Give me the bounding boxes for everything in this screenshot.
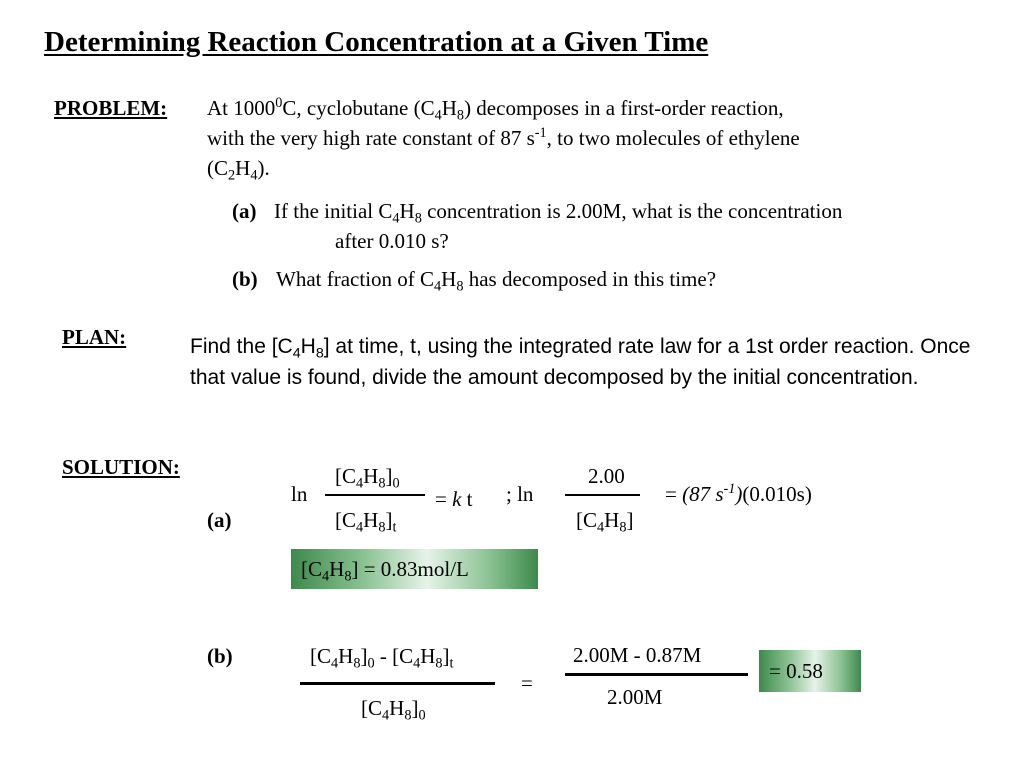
fraction1-bar [325, 494, 425, 496]
result-b-box [759, 650, 861, 692]
problem-intro-line1: At 1000$^0$C, cyclobutane $(C_4H_8)$ decomposes in a first-order reaction, [207, 95, 784, 124]
problem-intro-line2: with the very high rate constant of 87 $s^{-1}$, to two molecules of ethylene [207, 125, 800, 150]
problem-b-text: What fraction of $C_4H_8$ has decomposed in this time? [276, 267, 717, 295]
problem-a-text-line2: after 0.010 s? [335, 229, 449, 253]
fraction2-denominator: $[C_4H_8]$ [576, 508, 634, 536]
equals-sign: = [521, 671, 533, 695]
solution-b-label: (b) [207, 644, 233, 668]
fraction4-denominator: 2.00M [607, 685, 663, 709]
solution-label: SOLUTION: [62, 455, 180, 479]
fraction2-numerator: 2.00 [588, 464, 625, 488]
fraction4-numerator: 2.00M - 0.87M [573, 643, 702, 667]
fraction3-bar [300, 682, 495, 685]
plan-label: PLAN: [62, 325, 127, 349]
solution-a-label: (a) [207, 508, 232, 532]
result-b-text: = 0.58 [769, 659, 823, 683]
page-title: Determining Reaction Concentration at a Given Time [44, 26, 709, 58]
ln-operator-2: ; ln [506, 482, 534, 506]
ln-operator-1: ln [291, 482, 308, 506]
result-a-box [291, 549, 538, 589]
plan-text: Find the $[C_4H_8]$ at time, t, using the integrated rate law for a 1st order reaction. Once that value is found, divide the amount decomposed by the initial concentration. [190, 335, 971, 389]
fraction1-denominator: $[C_4H_8]_t$ [335, 508, 397, 536]
fraction1-numerator: $[C_4H_8]_0$ [335, 464, 400, 492]
fraction3-numerator: $[C_4H_8]_0 - [C_4H_8]_t$ [310, 644, 454, 672]
rate-expression: = (87 $s^{-1})(0.010s)$ [665, 481, 812, 506]
problem-a-text-line1: If the initial $C_4H_8$ concentration is 2.00M, what is the concentration [274, 199, 843, 227]
equals-kt: = k t [435, 487, 473, 511]
problem-label: PROBLEM: [54, 96, 168, 120]
fraction3-denominator: $[C_4H_8]_0$ [361, 696, 426, 724]
result-a-text: $[C_4H_8] = 0.83mol/L$ [301, 557, 469, 585]
problem-intro-line3: $(C_2H_4)$. [207, 156, 270, 184]
problem-a-label: (a) [232, 199, 257, 223]
fraction4-bar [565, 673, 748, 676]
fraction2-bar [565, 494, 640, 496]
problem-b-label: (b) [232, 267, 258, 291]
